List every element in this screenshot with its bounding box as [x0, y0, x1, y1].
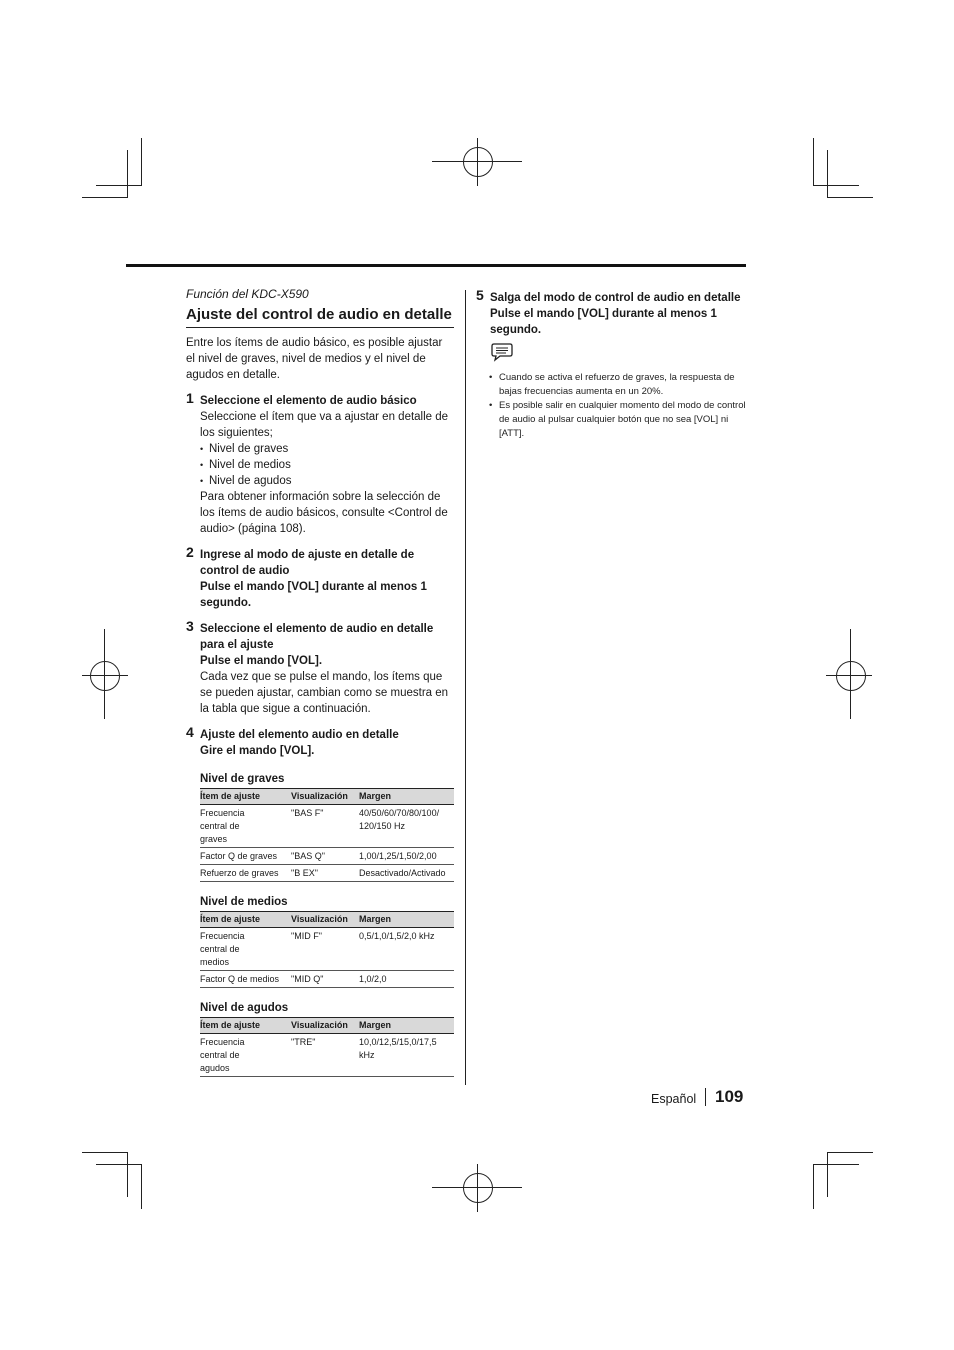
- header-rule: [126, 264, 746, 267]
- step-body: Seleccione el ítem que va a ajustar en detalle de los siguientes;: [200, 411, 449, 439]
- step-title: Ingrese al modo de ajuste en detalle de control de audio: [200, 549, 415, 577]
- table-title-bass: Nivel de graves: [200, 773, 285, 785]
- note-item: • Es posible salir en cualquier momento del modo de control de audio al pulsar cualquier botón que no sea [VOL] ni [ATT].: [476, 399, 746, 441]
- notes-section: [476, 342, 746, 441]
- table-row: [200, 1034, 454, 1077]
- step-title: Seleccione el elemento de audio en detalle para el ajuste: [200, 623, 434, 651]
- step-5: [476, 287, 746, 338]
- list-item: • Nivel de graves: [200, 441, 454, 457]
- table-row: [200, 928, 454, 971]
- treble-table: [200, 1017, 454, 1077]
- table-cell: Refuerzo de graves: [200, 865, 291, 882]
- step-title: Salga del modo de control de audio en detalle: [490, 292, 741, 304]
- step-number: 1: [186, 390, 194, 406]
- table-cell: "BAS F": [291, 805, 359, 848]
- step-instruction: Gire el mando [VOL].: [200, 745, 315, 757]
- table-cell: 1,00/1,25/1,50/2,00: [359, 848, 454, 865]
- list-item: • Nivel de agudos: [200, 473, 454, 489]
- right-column: [476, 287, 746, 441]
- step-4: [186, 724, 454, 759]
- table-header-row: [200, 1018, 454, 1034]
- step-1: [186, 390, 454, 537]
- list-item: • Nivel de medios: [200, 457, 454, 473]
- column-header: Margen: [359, 912, 454, 928]
- step-number: 2: [186, 544, 194, 560]
- mid-table: [200, 911, 454, 988]
- footer-language: Español: [651, 1092, 697, 1106]
- column-header: Margen: [359, 789, 454, 805]
- column-header: Ítem de ajuste: [200, 912, 291, 928]
- bass-table: [200, 788, 454, 882]
- left-column: [186, 287, 454, 1077]
- table-cell: "MID Q": [291, 971, 359, 988]
- column-header: Visualización: [291, 1018, 359, 1034]
- notes-list: [476, 371, 746, 441]
- step-2: [186, 544, 454, 611]
- table-cell: Factor Q de medios: [200, 971, 291, 988]
- step-instruction: Pulse el mando [VOL] durante al menos 1 segundo.: [200, 581, 427, 609]
- column-header: Ítem de ajuste: [200, 1018, 291, 1034]
- table-cell: "TRE": [291, 1034, 359, 1077]
- table-cell: Factor Q de graves: [200, 848, 291, 865]
- table-cell: 1,0/2,0: [359, 971, 454, 988]
- column-header: Visualización: [291, 789, 359, 805]
- table-row: [200, 971, 454, 988]
- table-row: [200, 865, 454, 882]
- step-instruction: Pulse el mando [VOL].: [200, 655, 323, 667]
- table-cell: "B EX": [291, 865, 359, 882]
- table-title-treble: Nivel de agudos: [200, 1002, 289, 1014]
- step-number: 3: [186, 618, 194, 634]
- table-cell: Frecuencia central de graves: [200, 805, 291, 848]
- table-header-row: [200, 912, 454, 928]
- table-cell: "MID F": [291, 928, 359, 971]
- step-3: [186, 618, 454, 717]
- function-label: Función del KDC-X590: [186, 287, 309, 301]
- page-number: 109: [715, 1087, 744, 1106]
- step-body: Cada vez que se pulse el mando, los ítems que se pueden ajustar, cambian como se muestra en la tabla que sigue a continuación.: [200, 671, 449, 715]
- column-separator: [465, 290, 466, 1085]
- table-cell: "BAS Q": [291, 848, 359, 865]
- column-header: Ítem de ajuste: [200, 789, 291, 805]
- step-title: Seleccione el elemento de audio básico: [200, 395, 417, 407]
- table-cell: 40/50/60/70/80/100/ 120/150 Hz: [359, 805, 454, 848]
- table-row: [200, 848, 454, 865]
- note-item: • Cuando se activa el refuerzo de graves, la respuesta de bajas frecuencias aumenta en un 20%.: [476, 371, 746, 399]
- table-cell: 10,0/12,5/15,0/17,5 kHz: [359, 1034, 454, 1077]
- intro-text: Entre los ítems de audio básico, es posible ajustar el nivel de graves, nivel de medios y el nivel de agudos en detalle.: [186, 337, 443, 381]
- step-instruction: Pulse el mando [VOL] durante al menos 1 segundo.: [490, 308, 717, 336]
- footer-divider: [705, 1088, 706, 1106]
- step-title: Ajuste del elemento audio en detalle: [200, 729, 399, 741]
- step-number: 5: [476, 287, 484, 303]
- table-header-row: [200, 789, 454, 805]
- table-cell: Frecuencia central de medios: [200, 928, 291, 971]
- table-cell: Desactivado/Activado: [359, 865, 454, 882]
- column-header: Visualización: [291, 912, 359, 928]
- note-speech-icon: [490, 342, 746, 367]
- level-list: [200, 441, 454, 489]
- table-title-mid: Nivel de medios: [200, 896, 288, 908]
- step-body-reference: Para obtener información sobre la selección de los ítems de audio básicos, consulte <Control de audio> (página 108).: [200, 491, 448, 535]
- step-number: 4: [186, 724, 194, 740]
- section-title: Ajuste del control de audio en detalle: [186, 305, 454, 328]
- table-cell: 0,5/1,0/1,5/2,0 kHz: [359, 928, 454, 971]
- table-row: [200, 805, 454, 848]
- column-header: Margen: [359, 1018, 454, 1034]
- table-cell: Frecuencia central de agudos: [200, 1034, 291, 1077]
